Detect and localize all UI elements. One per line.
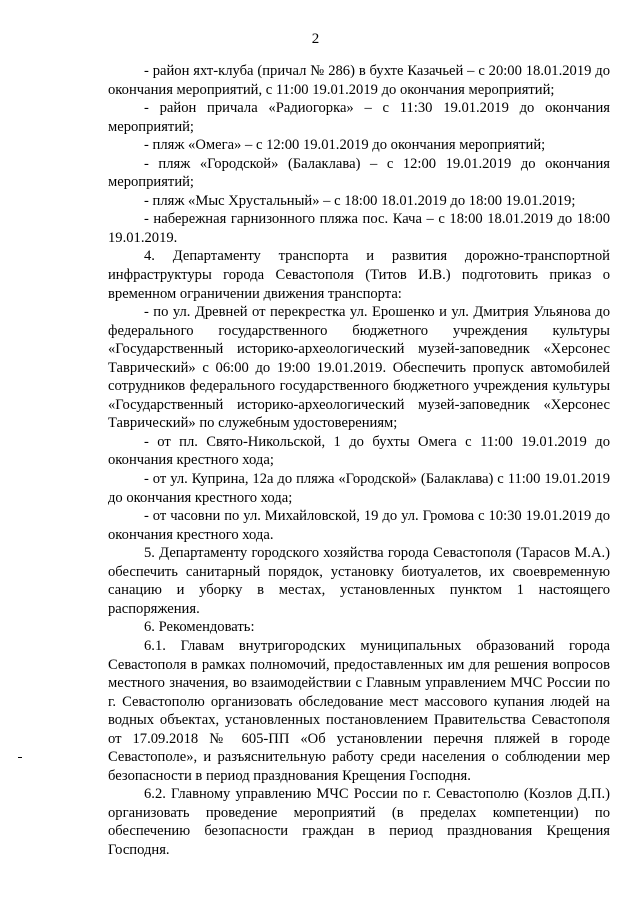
list-item-radiogorka-pier: - район причала «Радиогорка» – с 11:30 19.01.2019 до окончания мероприятий; <box>108 100 610 135</box>
list-item-gorodskoy-beach: - пляж «Городской» (Балаклава) – с 12:00 19.01.2019 до окончания мероприятий; <box>108 155 610 191</box>
list-item-drevnyaya-street: - по ул. Древней от перекрестка ул. Ерошенко и ул. Дмитрия Ульянова до федерального государственного бюджетного учреждения культуры «Государственный историко-археологический музей-заповедник «Херсонес Таврический» с 06:00 до 19:00 19.01.2019. Обеспечить пропуск автомобилей сотрудников федерального государственного бюджетного учреждения культуры «Государственный историко-археологический музей-заповедник «Херсонес Таврический» по служебным удостоверениям; <box>108 304 610 432</box>
paragraph-item-4: 4. Департаменту транспорта и развития дорожно-транспортной инфраструктуры города Севастополя (Титов И.В.) подготовить приказ о временном ограничении движения транспорта: <box>108 248 610 302</box>
paragraph-item-5: 5. Департаменту городского хозяйства города Севастополя (Тарасов М.А.) обеспечить санитарный порядок, установку биотуалетов, их своевременную санацию и уборку в местах, установленных пунктом 1 настоящего распоряжения. <box>108 545 610 617</box>
list-item-svyato-nikolskaya: - от пл. Свято-Никольской, 1 до бухты Омега с 11:00 19.01.2019 до окончания крестного хода; <box>108 433 610 469</box>
list-item-kacha-embankment: - набережная гарнизонного пляжа пос. Кача – с 18:00 18.01.2019 до 18:00 19.01.2019. <box>108 211 610 246</box>
margin-mark <box>18 757 22 758</box>
document-body <box>108 62 610 860</box>
paragraph-item-6-1: 6.1. Главам внутригородских муниципальных образований города Севастополя в рамках полномочий, предоставленных им для решения вопросов местного значения, во взаимодействии с Главным управлением МЧС России по г. Севастополю организовать обследование мест массового купания людей на водных объектах, установленных постановлением Правительства Севастополя от 17.09.2018 № 605-ПП «Об установлении перечня пляжей в городе Севастополе», и разъяснительную работу среди населения о соблюдении мер безопасности в период празднования Крещения Господня. <box>108 637 610 784</box>
paragraph-item-6-2: 6.2. Главному управлению МЧС России по г. Севастополю (Козлов Д.П.) организовать проведение мероприятий (в пределах компетенции) по обеспечению безопасности граждан в период празднования Крещения Господня. <box>108 786 610 858</box>
list-item-khrustalny-beach: - пляж «Мыс Хрустальный» – с 18:00 18.01.2019 до 18:00 19.01.2019; <box>144 192 576 209</box>
page-number: 2 <box>311 31 320 47</box>
list-item-yacht-club: - район яхт-клуба (причал № 286) в бухте Казачьей – с 20:00 18.01.2019 до окончания мероприятий, с 11:00 19.01.2019 до окончания мероприятий; <box>108 63 610 98</box>
list-item-kuprina-street: - от ул. Куприна, 12а до пляжа «Городской» (Балаклава) с 11:00 19.01.2019 до окончания крестного хода; <box>108 471 610 506</box>
paragraph-item-6: 6. Рекомендовать: <box>144 619 255 636</box>
list-item-omega-beach: - пляж «Омега» – с 12:00 19.01.2019 до окончания мероприятий; <box>144 137 546 154</box>
list-item-mikhaylovskaya-chapel: - от часовни по ул. Михайловской, 19 до ул. Громова с 10:30 19.01.2019 до окончания крестного хода. <box>108 508 610 543</box>
